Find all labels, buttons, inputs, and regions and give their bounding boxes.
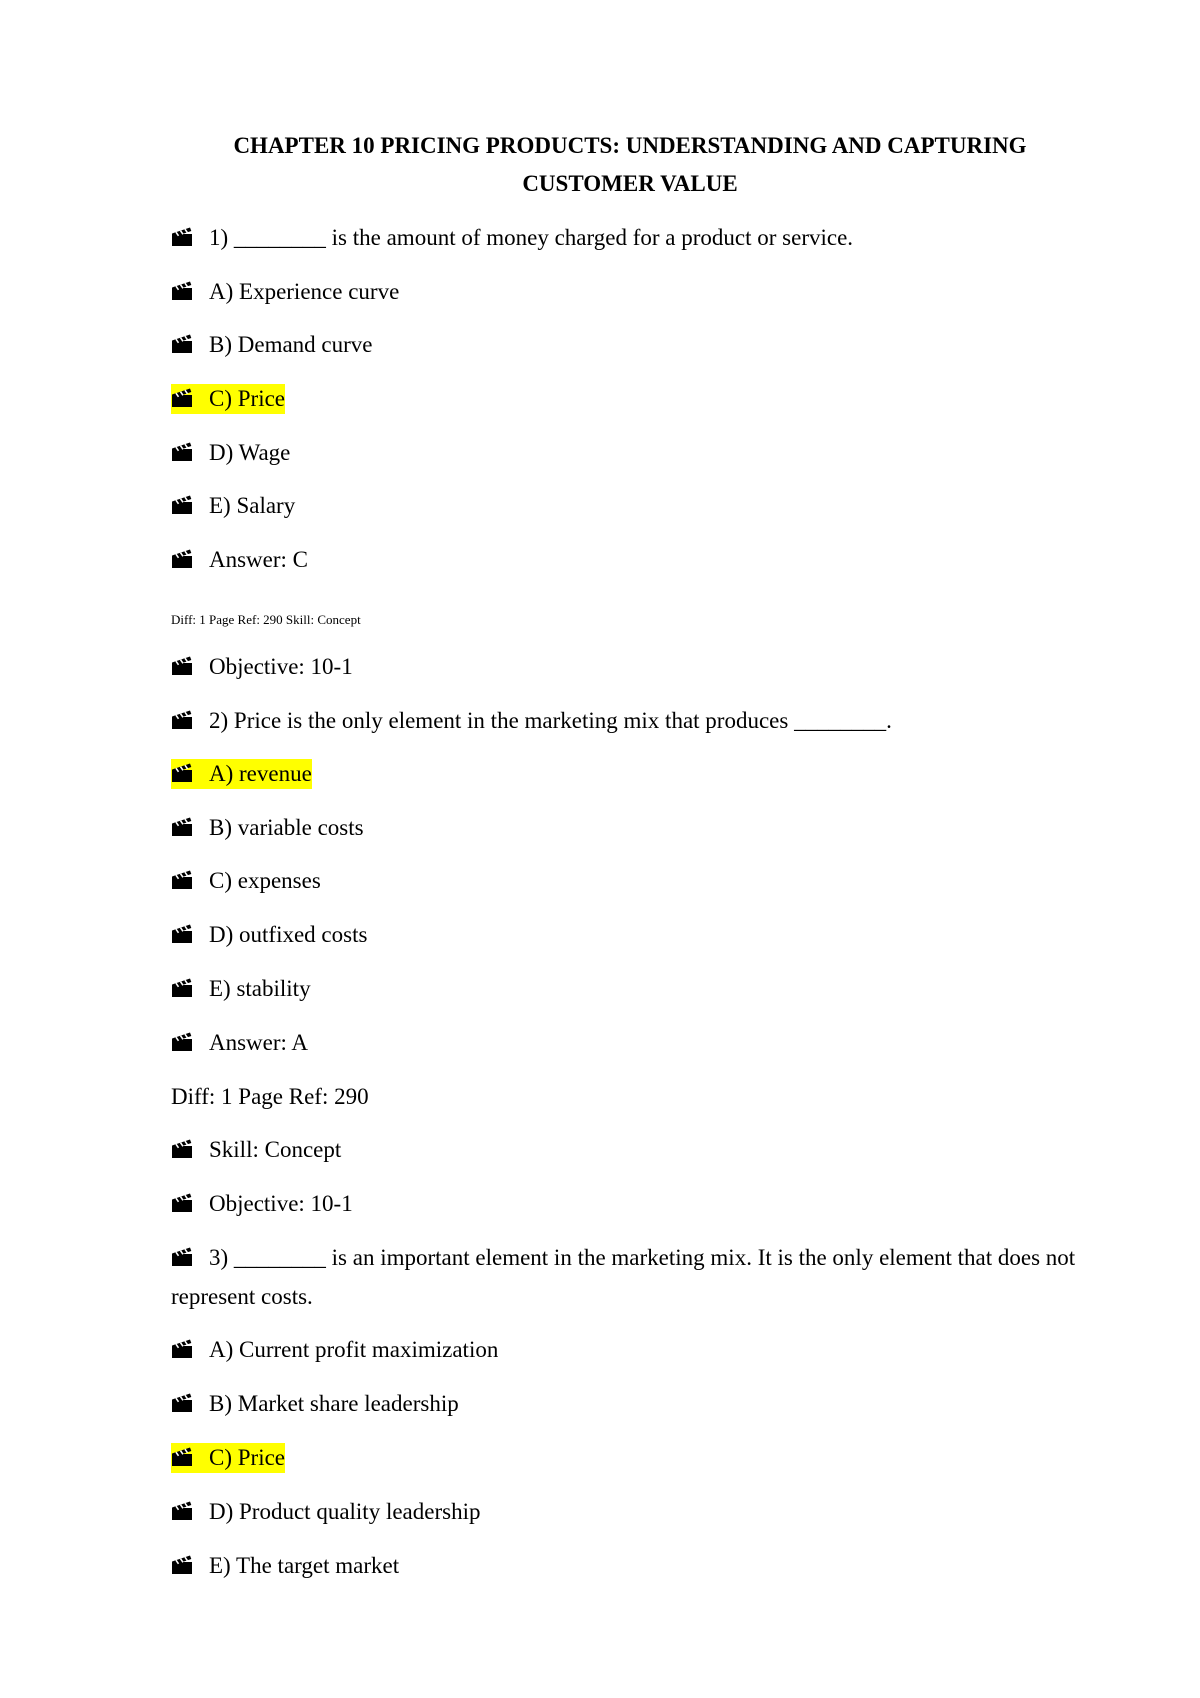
question-3-text-part-2: that does not represent costs.	[171, 1245, 1076, 1309]
clapperboard-icon	[171, 1192, 193, 1214]
q3-option-c-highlighted	[171, 1443, 285, 1473]
chapter-title-line-1: CHAPTER 10 PRICING PRODUCTS: UNDERSTANDING AND CAPTURING	[233, 133, 1027, 158]
q1-option-e	[171, 491, 295, 521]
q3-option-c-text: C) Price	[209, 1445, 286, 1470]
q2-option-c	[171, 866, 321, 896]
clapperboard-icon	[171, 1392, 193, 1414]
q3-option-a-text: A) Current profit maximization	[209, 1337, 499, 1362]
q2-option-a-highlighted	[171, 759, 312, 789]
q3-option-d	[171, 1497, 480, 1527]
clapperboard-icon	[171, 494, 193, 516]
q3-option-b-text: B) Market share leadership	[209, 1391, 459, 1416]
clapperboard-icon	[171, 387, 193, 409]
q2-option-c-text: C) expenses	[209, 868, 321, 893]
clapperboard-icon	[171, 1554, 193, 1576]
q2-option-b	[171, 813, 364, 843]
question-2	[171, 706, 892, 736]
clapperboard-icon	[171, 977, 193, 999]
clapperboard-icon	[171, 762, 193, 784]
q3-option-d-text: D) Product quality leadership	[209, 1499, 481, 1524]
clapperboard-icon	[171, 869, 193, 891]
q1-answer-text: Answer: C	[209, 547, 309, 572]
q3-option-b	[171, 1389, 459, 1419]
chapter-title	[160, 127, 1100, 203]
q1-option-d	[171, 438, 290, 468]
clapperboard-icon	[171, 280, 193, 302]
q3-option-e	[171, 1551, 399, 1581]
q2-skill	[171, 1135, 341, 1165]
chapter-title-line-2: CUSTOMER VALUE	[522, 171, 738, 196]
q1-option-e-text: E) Salary	[209, 493, 296, 518]
q2-option-b-text: B) variable costs	[209, 815, 364, 840]
q3-option-a	[171, 1335, 498, 1365]
q1-option-d-text: D) Wage	[209, 440, 291, 465]
clapperboard-icon	[171, 1031, 193, 1053]
q1-objective	[171, 652, 353, 682]
q2-meta	[171, 1082, 369, 1112]
clapperboard-icon	[171, 1500, 193, 1522]
q1-meta	[171, 611, 361, 629]
clapperboard-icon	[171, 226, 193, 248]
q2-option-d	[171, 920, 367, 950]
clapperboard-icon	[171, 709, 193, 731]
q2-skill-text: Skill: Concept	[209, 1137, 342, 1162]
q2-answer	[171, 1028, 308, 1058]
question-2-text: 2) Price is the only element in the marketing mix that produces ________.	[209, 708, 892, 733]
q2-option-e	[171, 974, 311, 1004]
clapperboard-icon	[171, 923, 193, 945]
clapperboard-icon	[171, 1446, 193, 1468]
q1-option-c-text: C) Price	[209, 386, 286, 411]
q2-objective-text: Objective: 10-1	[209, 1191, 353, 1216]
q1-option-b	[171, 330, 373, 360]
question-3-text-part-1: 3) ________ is an important element in the marketing mix. It is the only element	[209, 1245, 952, 1270]
q2-objective	[171, 1189, 353, 1219]
clapperboard-icon	[171, 655, 193, 677]
q2-option-a-text: A) revenue	[209, 761, 312, 786]
q1-meta-text: Diff: 1 Page Ref: 290 Skill: Concept	[171, 612, 361, 627]
question-1-text: 1) ________ is the amount of money charged for a product or service.	[209, 225, 854, 250]
clapperboard-icon	[171, 1138, 193, 1160]
q1-answer	[171, 545, 308, 575]
clapperboard-icon	[171, 1246, 193, 1268]
clapperboard-icon	[171, 548, 193, 570]
q1-objective-text: Objective: 10-1	[209, 654, 353, 679]
clapperboard-icon	[171, 1338, 193, 1360]
q3-option-e-text: E) The target market	[209, 1553, 400, 1578]
clapperboard-icon	[171, 816, 193, 838]
question-3	[171, 1238, 1091, 1316]
question-1	[171, 223, 853, 253]
clapperboard-icon	[171, 333, 193, 355]
q1-option-a-text: A) Experience curve	[209, 279, 400, 304]
q1-option-b-text: B) Demand curve	[209, 332, 373, 357]
q1-option-c-highlighted	[171, 384, 285, 414]
clapperboard-icon	[171, 441, 193, 463]
q2-meta-text: Diff: 1 Page Ref: 290	[171, 1084, 369, 1109]
q2-answer-text: Answer: A	[209, 1030, 309, 1055]
q1-option-a	[171, 277, 399, 307]
q2-option-e-text: E) stability	[209, 976, 311, 1001]
q2-option-d-text: D) outfixed costs	[209, 922, 368, 947]
